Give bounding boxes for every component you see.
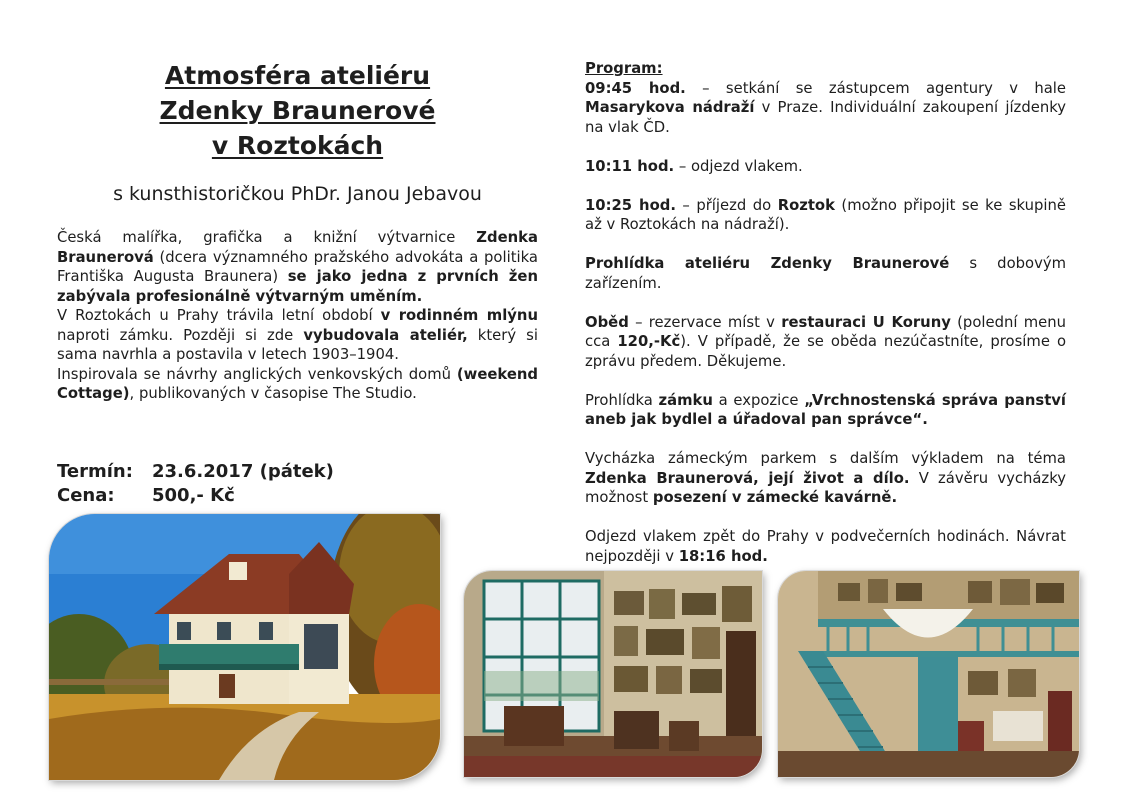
bold-run: se jako jedna z prvních žen zabývala profesionálně výtvarným uměním.: [57, 268, 538, 305]
bold-run: 10:11 hod.: [585, 157, 675, 175]
price-label: Cena:: [57, 485, 115, 506]
bold-run: 09:45 hod.: [585, 79, 686, 97]
text-run: – rezervace míst v: [628, 313, 782, 331]
program-item-studio-tour: [585, 254, 1066, 293]
bold-run: Oběd: [585, 313, 629, 331]
text-run: (dcera významného pražského advokáta a politika Františka Augusta Braunera): [57, 248, 538, 285]
photo-studio-exterior: [49, 514, 440, 780]
text-run: V závěru vycházky možnost: [585, 469, 1066, 506]
text-run: v Praze. Individuální zakoupení jízdenky na vlak ČD.: [585, 99, 1066, 136]
program-item-castle: [585, 391, 1066, 430]
text-run: V Roztokách u Prahy trávila letní období: [57, 307, 381, 324]
date-row: [57, 460, 334, 484]
price-row: [57, 484, 334, 508]
program-item-departure: [585, 157, 1066, 177]
text-run: který si sama navrhla a postavila v letech 1903–1904.: [57, 326, 538, 363]
text-run: ). V případě, že se oběda nezúčastníte, prosíme o zprávu předem. Děkujeme.: [585, 333, 1067, 370]
text-run: – příjezd do: [675, 196, 778, 214]
page-title: [60, 58, 535, 163]
text-run: Inspirovala se návrhy anglických venkovských domů: [57, 365, 457, 383]
bold-run: (weekend Cottage): [57, 365, 538, 402]
text-run: naproti zámku. Později si zde: [57, 326, 304, 344]
intro-text: [57, 228, 538, 404]
text-run: – setkání se zástupcem agentury v hale: [685, 79, 1067, 97]
bold-run: 18:16 hod.: [678, 547, 768, 565]
program-item-return: [585, 527, 1066, 566]
bold-run: 10:25 hod.: [585, 196, 676, 214]
studio-interior-staircase-image: [778, 571, 1079, 777]
photo-studio-interior-staircase: [778, 571, 1079, 777]
text-run: – odjezd vlakem.: [674, 157, 803, 175]
program-item-park-walk: [585, 449, 1066, 508]
program-item-meeting: [585, 79, 1066, 138]
title-line-3: v Roztokách: [211, 131, 384, 160]
bold-run: Zdenka Braunerová, její život a dílo.: [585, 469, 910, 487]
date-label: Termín:: [57, 461, 133, 482]
title-line-2: Zdenky Braunerové: [159, 96, 436, 125]
program-heading: Program:: [585, 60, 663, 77]
subtitle: s kunsthistoričkou PhDr. Janou Jebavou: [113, 183, 482, 205]
bold-run: posezení v zámecké kavárně.: [652, 489, 898, 506]
text-run: Prohlídka: [585, 391, 659, 409]
intro-paragraph-2: [57, 306, 538, 365]
studio-exterior-image: [49, 514, 440, 780]
bold-run: Zdenka Braunerová: [57, 229, 538, 266]
photo-studio-interior-window: [464, 571, 762, 777]
bold-run: „Vrchnostenská správa panství aneb jak bydlel a úřadoval pan správce“.: [585, 391, 1067, 428]
text-run: (polední menu cca: [585, 313, 1067, 350]
program-section: [585, 59, 1066, 586]
intro-paragraph-3: [57, 365, 538, 404]
bold-run: Roztok: [777, 196, 835, 214]
studio-interior-window-image: [464, 571, 762, 777]
date-value: 23.6.2017 (pátek): [152, 461, 334, 482]
bold-run: Prohlídka ateliéru Zdenky Braunerové: [585, 255, 950, 272]
text-run: Odjezd vlakem zpět do Prahy v podvečerních hodinách. Návrat nejpozději v: [585, 528, 1066, 565]
bold-run: Masarykova nádraží: [585, 99, 755, 116]
text-run: Česká malířka, grafička a knižní výtvarnice: [57, 229, 477, 246]
event-terms: [57, 460, 334, 508]
intro-paragraph-1: [57, 228, 538, 306]
text-run: a expozice: [712, 391, 805, 409]
text-run: s dobovým zařízením.: [585, 255, 1066, 292]
text-run: , publikovaných v časopise The Studio.: [129, 385, 417, 402]
bold-run: restauraci U Koruny: [781, 313, 951, 331]
text-run: Vycházka zámeckým parkem s dalším výkladem na téma: [585, 450, 1066, 467]
program-item-arrival: [585, 196, 1066, 235]
bold-run: vybudovala ateliér,: [303, 326, 468, 344]
program-item-lunch: [585, 313, 1066, 372]
bold-run: 120,-Kč: [617, 333, 681, 350]
bold-run: v rodinném mlýnu: [380, 307, 539, 324]
title-line-1: Atmosféra ateliéru: [164, 61, 431, 90]
bold-run: zámku: [658, 391, 713, 409]
price-value: 500,- Kč: [152, 485, 235, 506]
text-run: (možno připojit se ke skupině až v Roztokách na nádraží).: [585, 196, 1066, 233]
